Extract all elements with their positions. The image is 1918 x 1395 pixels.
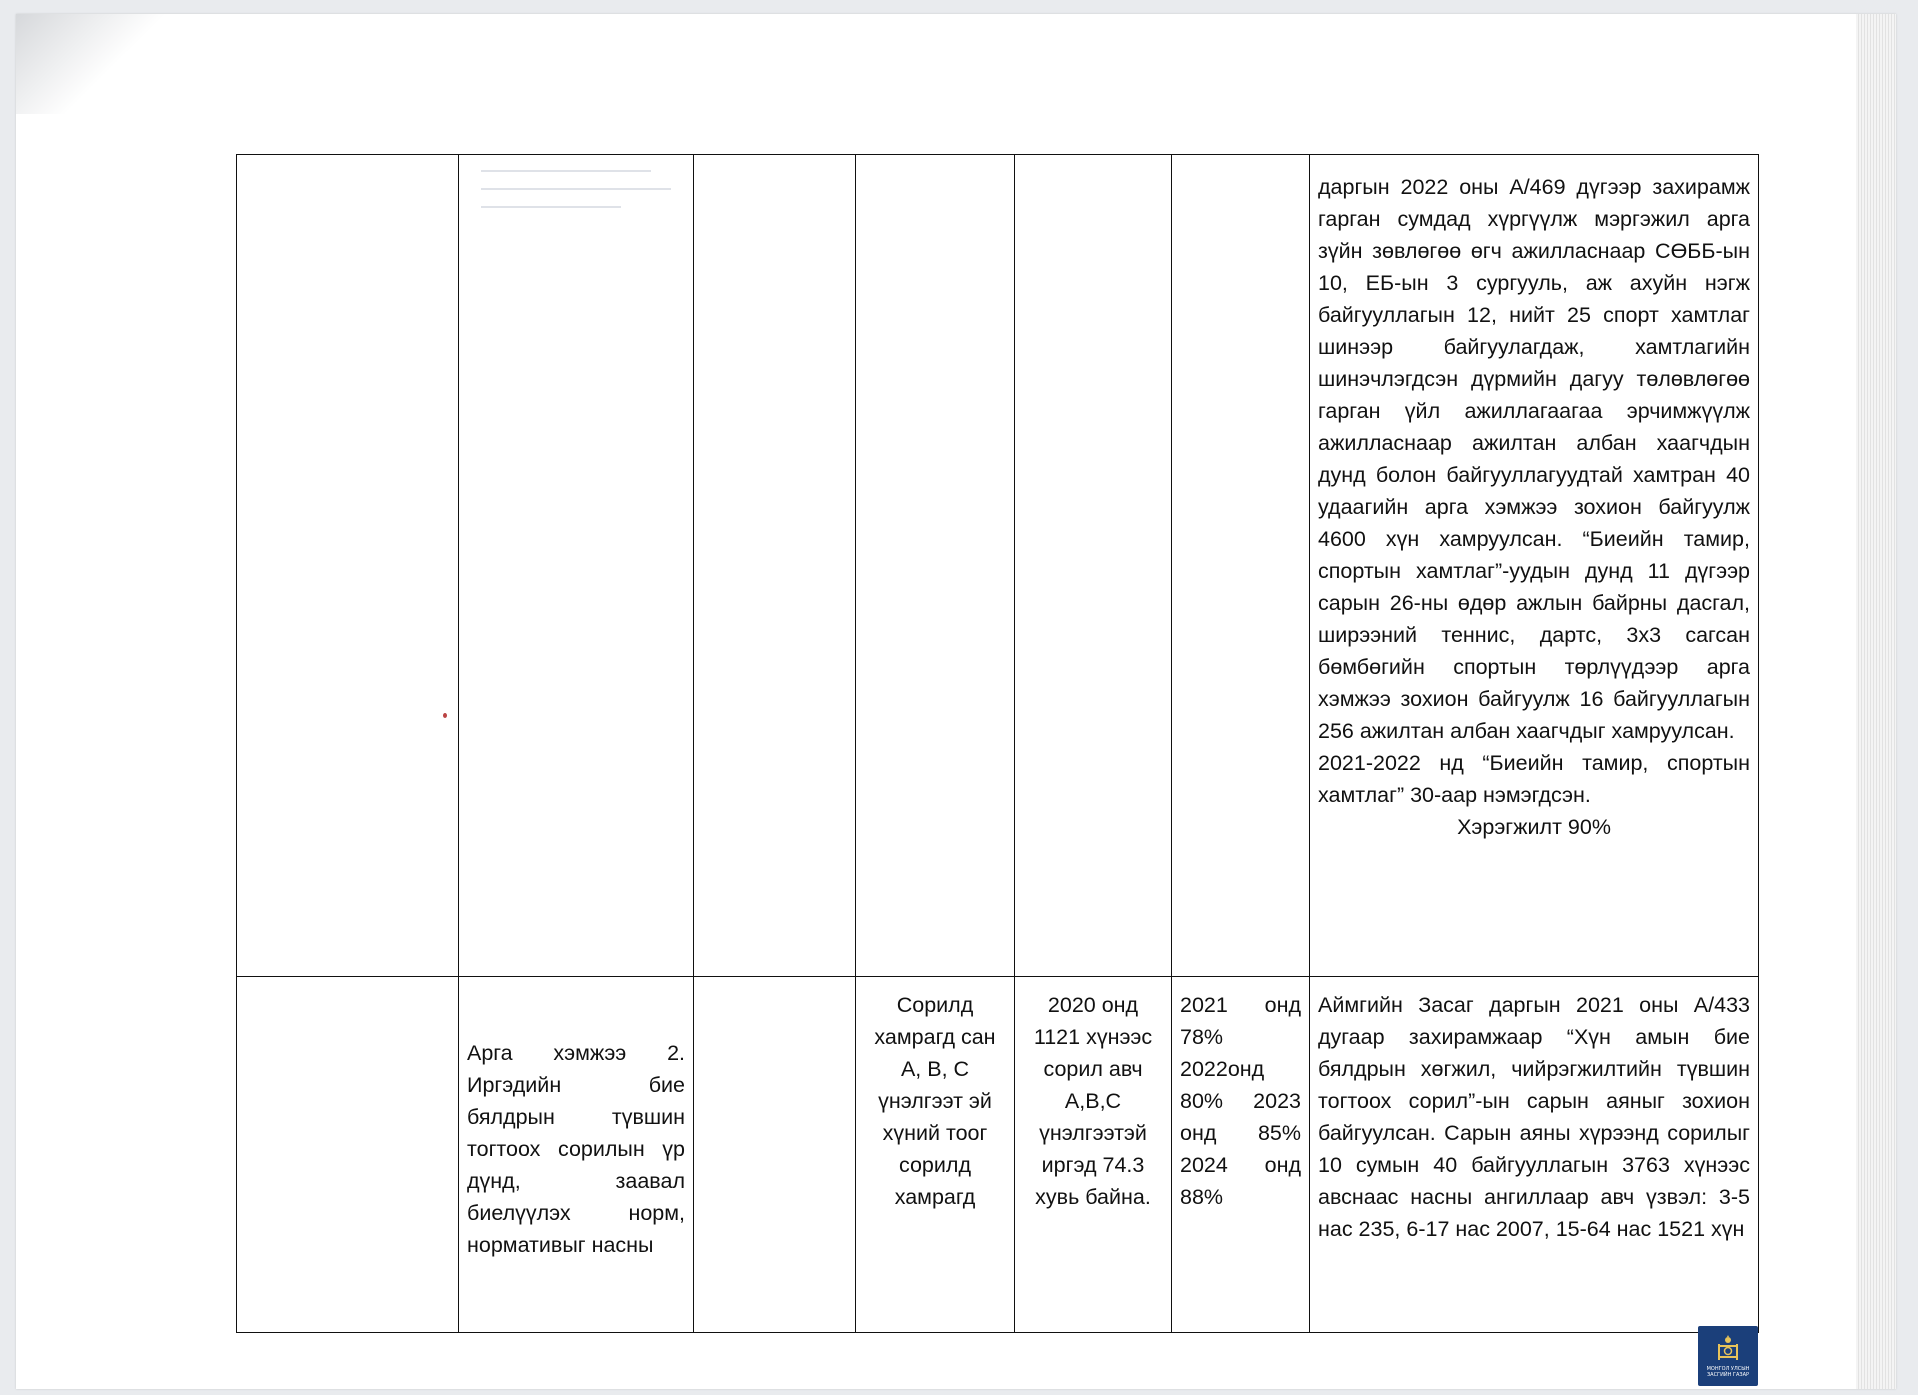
- table-cell-empty: [237, 155, 459, 977]
- results-text: Аймгийн Засаг даргын 2021 оны А/433 дугаар захирамжаар “Хүн амын бие бялдрын хөгжил, чийрэгжилтийн түвшин тогтоох сорил”-ын сарын аяныг зохион байгуулсан. Сарын аяны хүрээнд сорилыг 10 сумын 40 байгууллагын 3763 хүнээс авснаас насны ангиллаар авч үзвэл: 3-5 нас 235, 6-17 нас 2007, 15-64 нас 1521 хүн: [1318, 993, 1750, 1241]
- soyombo-emblem-icon: [1715, 1334, 1741, 1364]
- table-cell-empty: [856, 155, 1015, 977]
- implementation-results-cell: [1310, 155, 1759, 977]
- table-cell-empty: [694, 155, 856, 977]
- scan-speck: [443, 713, 447, 718]
- indicator-cell: [856, 977, 1015, 1333]
- table-cell-empty: [1172, 155, 1310, 977]
- table-cell-empty: [1015, 155, 1172, 977]
- page-corner-shadow: [16, 14, 166, 114]
- page-stack-edge: [1856, 14, 1896, 1389]
- baseline-text: 2020 онд 1121 хүнээс сорил авч А,В,С үнэлгээтэй иргэд 74.3 хувь байна.: [1033, 993, 1153, 1209]
- measure-cell: [459, 977, 694, 1333]
- target-cell: [1172, 977, 1310, 1333]
- results-paragraph: даргын 2022 оны А/469 дүгээр захирамж гарган сумдад хүргүүлж мэргэжил арга зүйн зөвлөгөө өгч ажилласнаар СӨББ-ын 10, ЕБ-ын 3 сургууль, аж ахуйн нэгж байгууллагын 12, нийт 25 спорт хамтлаг шинээр байгуулагдаж, хамтлагийн шинэчлэгдсэн дүрмийн дагуу төлөвлөгөө гарган үйл ажиллагаагаа эрчимжүүлж ажилласнаар ажилтан албан хаагчдын дунд болон байгууллагуудтай хамтран 40 удаагийн арга хэмжээ зохион байгуулж 4600 хүн хамруулсан. “Биеийн тамир, спортын хамтлаг”-уудын дунд 11 дүгээр сарын 26-ны өдөр ажлын байрны дасгал, ширээний теннис, дартс, 3х3 сагсан бөмбөгийн спортын төрлүүдээр арга хэмжээ зохион байгуулж 16 байгууллагын 256 ажилтан албан хаагчдыг хамруулсан.: [1318, 175, 1750, 743]
- implementation-results-cell: [1310, 977, 1759, 1333]
- plan-table: [236, 154, 1759, 1333]
- document-page: [16, 14, 1896, 1389]
- table-row: [237, 977, 1759, 1333]
- baseline-cell: [1015, 977, 1172, 1333]
- table-cell-empty: [694, 977, 856, 1333]
- table-row: [237, 155, 1759, 977]
- logo-caption: МОНГОЛ УЛСЫН ЗАСГИЙН ГАЗАР: [1706, 1366, 1750, 1378]
- indicator-text: Сорилд хамрагд сан А, В, С үнэлгээт эй хүний тоог сорилд хамрагд: [874, 993, 996, 1209]
- table-cell-empty: [237, 977, 459, 1333]
- table-cell-empty: [459, 155, 694, 977]
- measure-text: Арга хэмжээ 2. Иргэдийн бие бялдрын түвшин тогтоох сорилын үр дүнд, заавал биелүүлэх норм, нормативыг насны: [467, 1041, 685, 1257]
- target-text: 2021 онд 78% 2022онд 80% 2023 онд 85% 2024 онд 88%: [1180, 993, 1301, 1209]
- results-paragraph: 2021-2022 нд “Биеийн тамир, спортын хамтлаг” 30-аар нэмэгдсэн.: [1318, 751, 1750, 807]
- government-emblem-logo: [1698, 1326, 1758, 1386]
- performance-rate: Хэрэгжилт 90%: [1457, 815, 1611, 839]
